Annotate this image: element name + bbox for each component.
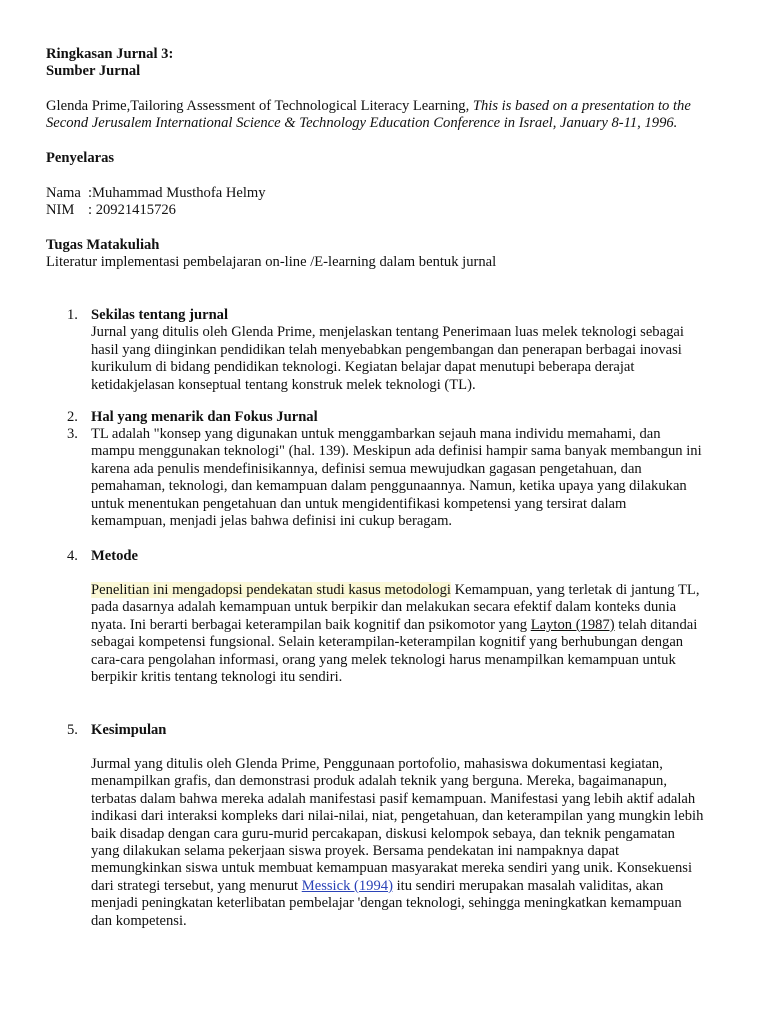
name-value: :Muhammad Musthofa Helmy bbox=[88, 185, 266, 201]
section-5-line: terbatas dalam bahwa mereka adalah manifestasi pasif kemampuan. Manifestasi yang lebih aktif adalah bbox=[91, 790, 696, 807]
section-3-line: untuk menentukan pengetahuan dan untuk mengidentifikasi kompetensi yang tersirat dalam bbox=[91, 495, 627, 512]
section-3-line: pemahaman, teknologi, dan kemampuan dalam penggunaannya. Namun, ketika upaya yang dilakukan bbox=[91, 478, 687, 495]
section-5-line: dan kompetensi. bbox=[91, 912, 187, 929]
source-citation-plain: Glenda Prime,Tailoring Assessment of Technological Literacy Learning, bbox=[46, 98, 473, 114]
section-5-line: memungkinkan siswa untuk membuat kemampuan masyarakat mereka sendiri yang unik. Konsekuensi bbox=[91, 860, 693, 877]
penyelaras-heading: Penyelaras bbox=[46, 150, 115, 166]
section-4-heading bbox=[91, 548, 741, 565]
section-3-line: mampu menggunakan teknologi" (hal. 139). Meskipun ada definisi hampir sama banyak membangun ini bbox=[91, 443, 702, 460]
section-4-body bbox=[91, 582, 741, 686]
section-5-line: menampilkan grafis, dan demonstrasi produk adalah teknik yang berguna. Mereka, bagaimanapun, bbox=[91, 773, 668, 790]
section-5-line: indikasi dari interaksi kompleks dari nilai-nilai, niat, pengetahuan, dan keterampilan yang mungkin lebih bbox=[91, 808, 704, 825]
source-heading: Sumber Jurnal bbox=[46, 63, 141, 79]
section-4-line3-pre: nyata. Ini berarti berbagai keterampilan baik kognitif dan psikomotor yang bbox=[91, 616, 531, 633]
name-label: Nama bbox=[46, 185, 81, 201]
section-4-line: sebagai kompetensi fungsional. Selain keterampilan-keterampilan kognitif yang berhubungan dengan bbox=[91, 634, 684, 651]
section-5-line: Jurmal yang ditulis oleh Glenda Prime, Penggunaan portofolio, mahasiswa dokumentasi kegiatan, bbox=[91, 756, 663, 772]
source-citation bbox=[46, 98, 736, 133]
section-3 bbox=[91, 426, 741, 530]
nim-row bbox=[46, 202, 176, 219]
nim-value: : 20921415726 bbox=[88, 202, 176, 218]
tugas-text: Literatur implementasi pembelajaran on-line /E-learning dalam bentuk jurnal bbox=[46, 254, 497, 270]
section-4-line bbox=[91, 582, 741, 599]
section-5-number: 5. bbox=[67, 722, 78, 738]
tugas-heading: Tugas Matakuliah bbox=[46, 237, 160, 253]
section-5-line: yang dilakukan selama pekerjaan siswa proyek. Bersama pendekatan ini nampaknya dapat bbox=[91, 843, 620, 860]
section-1-line: kurikulum di bidang pendidikan teknologi. Kegiatan belajar dapat menutupi beberapa derajat bbox=[91, 359, 635, 376]
section-3-line: kemampuan, menjadi jelas bahwa definisi ini cukup beragam. bbox=[91, 513, 453, 530]
section-5-title: Kesimpulan bbox=[91, 722, 167, 738]
section-3-number: 3. bbox=[67, 426, 78, 442]
section-2-title: Hal yang menarik dan Fokus Jurnal bbox=[91, 409, 318, 425]
section-4-line3-post: telah ditandai bbox=[614, 616, 698, 633]
nim-label: NIM bbox=[46, 202, 75, 218]
section-2-number: 2. bbox=[67, 409, 78, 425]
section-5-line8-pre: dari strategi tersebut, yang menurut bbox=[91, 877, 302, 894]
section-4-line bbox=[91, 617, 741, 634]
layton-link[interactable]: Layton (1987) bbox=[530, 616, 615, 633]
section-4-line: cara-cara pengolahan informasi, orang yang melek teknologi harus menampilkan kemampuan untuk bbox=[91, 651, 676, 668]
section-1-line: hasil yang diinginkan pendidikan telah menyebabkan pengembangan dan penerapan berbagai inovasi bbox=[91, 341, 682, 358]
section-3-line: TL adalah "konsep yang digunakan untuk menggambarkan sejauh mana individu memahami, dan bbox=[91, 426, 661, 442]
section-4-line: pada dasarnya adalah kemampuan untuk berpikir dan melakukan secara efektif dalam konteks dunia bbox=[91, 599, 677, 616]
section-1-number: 1. bbox=[67, 307, 78, 323]
section-3-line: karena ada penulis mendefinisikannya, definisi semua mewujudkan gagasan pengetahuan, dan bbox=[91, 460, 642, 477]
section-4-title: Metode bbox=[91, 548, 139, 564]
section-5-heading bbox=[91, 722, 741, 739]
document-title: Ringkasan Jurnal 3: bbox=[46, 46, 174, 62]
section-1 bbox=[91, 307, 741, 394]
section-4-number: 4. bbox=[67, 548, 78, 564]
section-5-line: menjadi peningkatan keterlibatan pembelajar 'dengan teknologi, sehingga meningkatkan kemampuan bbox=[91, 895, 682, 912]
section-4-line: berpikir kritis tentang teknologi itu sendiri. bbox=[91, 669, 343, 686]
section-1-line: Jurnal yang ditulis oleh Glenda Prime, menjelaskan tentang Penerimaan luas melek teknologi sebagai bbox=[91, 324, 684, 341]
section-1-line: ketidakjelasan konseptual tentang konstruk melek teknologi (TL). bbox=[91, 376, 476, 393]
section-1-title: Sekilas tentang jurnal bbox=[91, 307, 229, 323]
section-2 bbox=[91, 409, 741, 426]
name-row bbox=[46, 185, 266, 202]
section-4-line1-rest: Kemampuan, yang terletak di jantung TL, bbox=[450, 582, 700, 598]
section-5-line bbox=[91, 878, 741, 895]
source-citation-italic: This is based on a presentation to the Second Jerusalem International Science & Technology Education Conference in Israel, January 8-11, 1996. bbox=[46, 98, 691, 132]
highlighted-text: Penelitian ini mengadopsi pendekatan studi kasus metodologi bbox=[91, 582, 451, 598]
messick-link[interactable]: Messick (1994) bbox=[301, 877, 393, 894]
section-5-body bbox=[91, 756, 741, 930]
section-5-line: baik disadap dengan cara guru-murid percakapan, diskusi kelompok sebaya, dan teknik pengamatan bbox=[91, 825, 675, 842]
section-5-line8-post: itu sendiri merupakan masalah validitas, akan bbox=[392, 877, 664, 894]
